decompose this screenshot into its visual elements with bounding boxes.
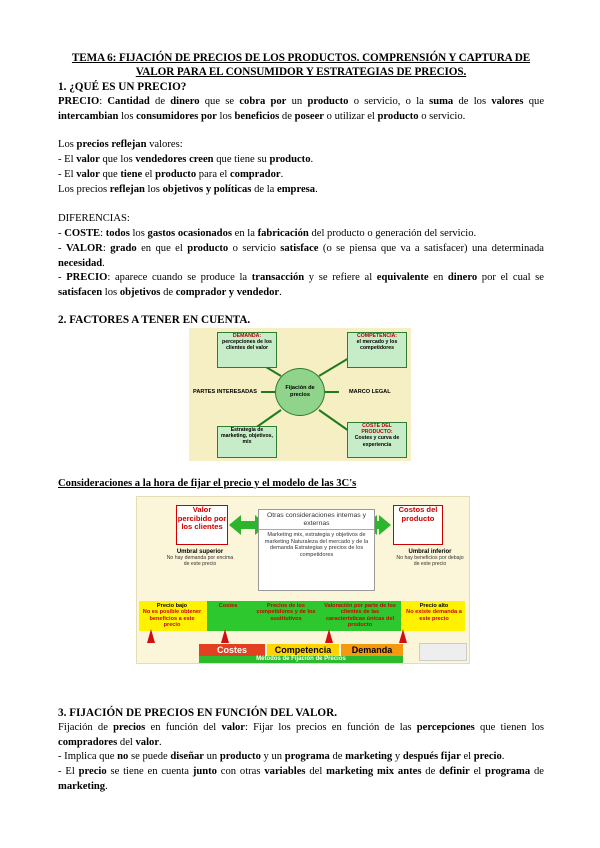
section-3-heading: 3. FIJACIÓN DE PRECIOS EN FUNCIÓN DEL VALOR.	[58, 707, 338, 719]
precio-alto: Precio alto No existe demanda a este precio	[406, 603, 462, 622]
document-title: TEMA 6: FIJACIÓN DE PRECIOS DE LOS PRODUCTOS. COMPRENSIÓN Y CAPTURA DE VALOR PARA EL CONSUMIDOR Y ESTRATEGIAS DE PRECIOS.	[71, 52, 531, 78]
center-oval: Fijación de precios	[275, 368, 325, 416]
value-pricing-definition: Fijación de precios en función del valor: Fijar los precios en función de las percepciones que tienen los compradores del valor.	[58, 722, 544, 749]
costes-label: Costes	[199, 644, 265, 656]
center-considerations: Otras consideraciones internas y externas Marketing mix, estrategia y objetivos de marketing Naturaleza del mercado y de la demanda Estrategias y precios de los competidores	[258, 509, 375, 591]
precio-bajo: Precio bajo No es posible obtener beneficios a este precio	[142, 603, 202, 629]
price-definition: PRECIO: Cantidad de dinero que se cobra por un producto o servicio, o la suma de los valores que intercambian los consumidores por los beneficios de poseer o utilizar el producto o servicio.	[58, 96, 545, 123]
valor-box: Valor percibido por los clientes	[176, 505, 228, 545]
coste-box: COSTE DEL PRODUCTO: Costes y curva de experiencia	[347, 422, 407, 458]
metodos-label: Métodos de Fijación de Precios	[199, 656, 403, 663]
valor-definition: - VALOR: grado en que el producto o servicio satisface (o se piensa que va a satisfacer) una determinada necesidad.	[58, 243, 544, 270]
list-item: - El valor que tiene el producto para el comprador.	[58, 169, 284, 180]
valoracion-clientes: Valoración por parte de los clientes de las características únicas del producto	[324, 603, 396, 629]
logo-icon	[419, 643, 467, 661]
partes-label: PARTES INTERESADAS	[193, 389, 257, 395]
differences-label: DIFERENCIAS:	[58, 213, 130, 224]
costos-box: Costos del producto	[393, 505, 443, 545]
prices-reflect-values: Los precios reflejan valores:	[58, 139, 183, 150]
list-item: - El valor que los vendedores creen que tiene su producto.	[58, 154, 314, 165]
competencia-label: Competencia	[267, 644, 339, 656]
competencia-box: COMPETENCIA: el mercado y los competidores	[347, 332, 407, 368]
section-1-heading: 1. ¿QUÉ ES UN PRECIO?	[58, 81, 187, 93]
list-item: Los precios reflejan los objetivos y políticas de la empresa.	[58, 184, 318, 195]
list-item: - El precio se tiene en cuenta junto con otras variables del marketing mix antes de definir el programa de marketing.	[58, 766, 544, 793]
pricing-factors-diagram	[189, 328, 411, 461]
costes-cell: Costes	[218, 603, 238, 609]
subheading-3cs: Consideraciones a la hora de fijar el precio y el modelo de las 3C's	[58, 478, 357, 489]
precio-definition: - PRECIO: aparece cuando se produce la transacción y se refiere al equivalente en dinero por el cual se satisfacen los objetivos de comprador y vendedor.	[58, 272, 544, 299]
precios-competidores: Precios de los competidores y de los sustitutivos	[256, 603, 316, 622]
umbral-superior: Umbral superior No hay demanda por encima de este precio	[166, 549, 234, 567]
estrategia-box: Estrategia de marketing, objetivos, mix	[217, 426, 277, 458]
section-2-heading: 2. FACTORES A TENER EN CUENTA.	[58, 314, 251, 326]
list-item: - Implica que no se puede diseñar un producto y un programa de marketing y después fijar el precio.	[58, 751, 505, 762]
marco-label: MARCO LEGAL	[349, 389, 391, 395]
demanda-label: Demanda	[341, 644, 403, 656]
coste-definition: - COSTE: todos los gastos ocasionados en la fabricación del producto o generación del servicio.	[58, 228, 477, 239]
umbral-inferior: Umbral inferior No hay beneficios por debajo de este precio	[396, 549, 464, 567]
three-cs-diagram	[136, 496, 470, 664]
demanda-box: DEMANDA: percepciones de los clientes del valor	[217, 332, 277, 368]
